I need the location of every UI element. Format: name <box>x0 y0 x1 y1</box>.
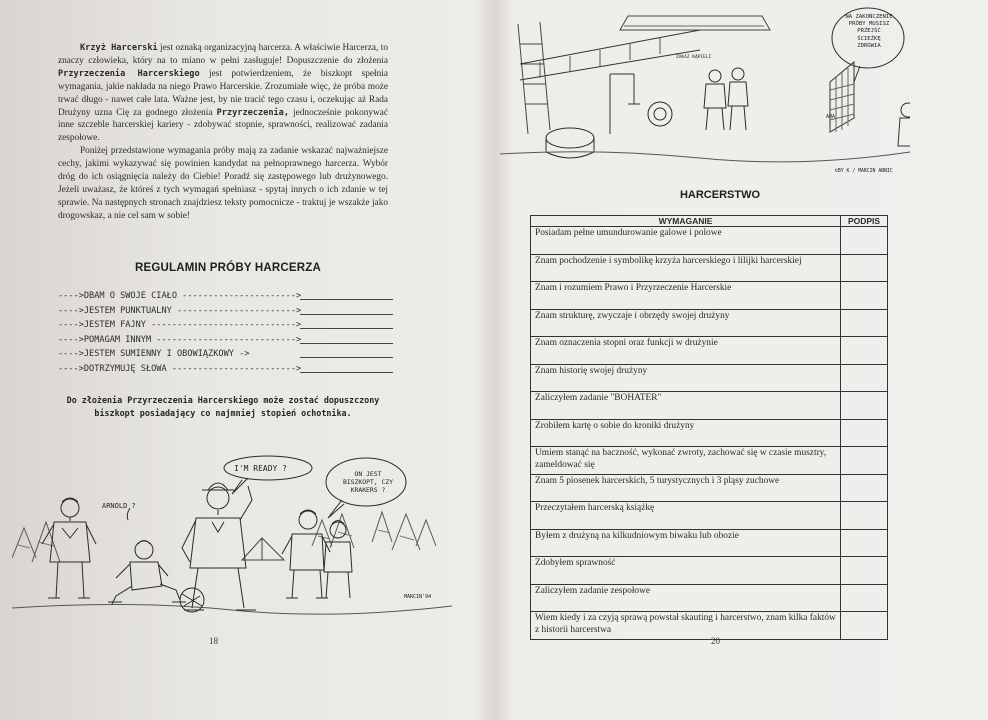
requirement-cell: Byłem z drużyną na kilkudniowym biwaku lub obozie <box>531 529 841 557</box>
table-row <box>531 502 888 530</box>
requirement-cell: Znam pochodzenie i symbolikę krzyża harcerskiego i lilijki harcerskiej <box>531 254 841 282</box>
text-run: jest potwierdzeniem, że biszkopt spełnia wymagania, jakie nakłada na niego Prawo Harcerskie. Zrozumiałe więc, że próba może trwać długo - nawet całe lata. Ważne jest, by nie tracić tego czasu i, oczekując aż Rada Drużyny uzna Cię za godnego złożenia <box>58 68 388 118</box>
table-row <box>531 309 888 337</box>
requirement-cell: Posiadam pełne umundurowanie galowe i polowe <box>531 227 841 255</box>
left-page <box>0 0 488 720</box>
qualification-run: może zostać dopuszczony biszkopt posiadający co najmniej stopień ochotnika. <box>94 395 380 418</box>
signature-line[interactable] <box>300 299 393 300</box>
regulamin-item <box>58 306 393 321</box>
page-number-right: 20 <box>711 636 720 646</box>
requirement-cell: Umiem stanąć na baczność, wykonać zwroty, zachować się w czasie musztry, zameldować się <box>531 447 841 475</box>
signature-cell[interactable] <box>841 227 888 255</box>
table-row <box>531 227 888 255</box>
signature-cell[interactable] <box>841 447 888 475</box>
aha-exclaim: AHA <box>826 114 836 120</box>
regulamin-item <box>58 364 393 379</box>
requirement-cell: Zaliczyłem zadanie zespołowe <box>531 584 841 612</box>
signature-cell[interactable] <box>841 529 888 557</box>
regulamin-item <box>58 335 393 350</box>
regulamin-item-label: ---->JESTEM PUNKTUALNY -----------------------> <box>58 305 302 316</box>
text-run: Poniżej przedstawione wymagania próby mają za zadanie wskazać najważniejsze cechy, jakimi wykazywać się powinien kandydat na pełnoprawnego harcerza. Wybór dróg do ich osiągnięcia należy do Ciebie! Poradź się zastępowego lub drużynowego. Jeżeli uważasz, że któreś z tych wymagań spełniasz - spytaj innych o ich zdanie w tej sprawie. Na następnych stronach znajdziesz teksty pomocnicze - traktuj je wszakże jako drogowskaz, a nie cel sam w sobie! <box>58 146 388 221</box>
signature-cell[interactable] <box>841 337 888 365</box>
table-row <box>531 474 888 502</box>
qualification-note <box>48 394 398 420</box>
page-number-left: 18 <box>209 636 218 646</box>
signature-line[interactable] <box>300 343 393 344</box>
header-wymaganie: WYMAGANIE <box>531 216 841 227</box>
signature-cell[interactable] <box>841 612 888 640</box>
requirement-cell: Zrobiłem kartę o sobie do kroniki drużyny <box>531 419 841 447</box>
signature-cell[interactable] <box>841 392 888 420</box>
table-row <box>531 364 888 392</box>
arnold-label: ARNOLD ? <box>102 502 136 510</box>
signature-cell[interactable] <box>841 557 888 585</box>
signature-cell[interactable] <box>841 474 888 502</box>
requirement-cell: Znam strukturę, zwyczaje i obrzędy swojej drużyny <box>531 309 841 337</box>
question-balloon-text: ON JEST BISZKOPT, CZY KRAKERS ? <box>342 470 394 494</box>
table-row <box>531 282 888 310</box>
qualification-run: Przyrzeczenia Harcerskiego <box>127 395 259 405</box>
regulamin-item <box>58 320 393 335</box>
sign-text: ZAKAZ KĄPIELI <box>676 55 712 60</box>
intro-paragraph <box>58 42 388 145</box>
signature-cell[interactable] <box>841 419 888 447</box>
requirement-cell: Znam 5 piosenek harcerskich, 5 turystycznych i 3 pląsy zuchowe <box>531 474 841 502</box>
header-podpis: PODPIS <box>841 216 888 227</box>
table-row <box>531 254 888 282</box>
bold-term: Krzyż Harcerski <box>80 43 158 53</box>
requirement-cell: Zdobyłem sprawność <box>531 557 841 585</box>
text-run: jest oznaką organizacyjną harcerza. A właściwie Harcerza, to znaczy człowieka, który na to miano w pełni zasługuje! Dopuszczenie do złożenia <box>58 43 388 66</box>
table-row <box>531 557 888 585</box>
signature-line[interactable] <box>300 357 393 358</box>
table-row <box>531 337 888 365</box>
bold-term: Przyrzeczenia Harcerskiego <box>58 68 200 79</box>
requirement-cell: Przeczytałem harcerską książkę <box>531 502 841 530</box>
table-row <box>531 419 888 447</box>
table-row <box>531 529 888 557</box>
requirement-cell: Znam historię swojej drużyny <box>531 364 841 392</box>
signature-cell[interactable] <box>841 254 888 282</box>
requirement-cell: Znam oznaczenia stopni oraz funkcji w drużynie <box>531 337 841 365</box>
text-run: jednocześnie pokonywać inne szczeble harcerskiej kariery - zdobywać stopnie, sprawności, realizować zadania zespołowe. <box>58 107 388 144</box>
regulamin-item-label: ---->POMAGAM INNYM ---------------------------> <box>58 334 302 345</box>
signature-cell[interactable] <box>841 309 888 337</box>
scouts-cartoon <box>12 450 452 630</box>
harcerstwo-title: HARCERSTWO <box>679 189 761 201</box>
credit-text: ©BY K / MARCIN ANNIC <box>835 169 893 174</box>
table-row <box>531 447 888 475</box>
signature-cell[interactable] <box>841 282 888 310</box>
regulamin-item-label: ---->DBAM O SWOJE CIAŁO ----------------------> <box>58 291 302 301</box>
signature-cell[interactable] <box>841 584 888 612</box>
table-row <box>531 584 888 612</box>
signature-cell[interactable] <box>841 502 888 530</box>
signature-line[interactable] <box>300 314 393 315</box>
regulamin-item <box>58 349 393 364</box>
regulamin-item-label: ---->JESTEM FAJNY ----------------------------> <box>58 320 302 331</box>
requirement-cell: Zaliczyłem zadanie "BOHATER" <box>531 392 841 420</box>
regulamin-title: REGULAMIN PRÓBY HARCERZA <box>134 262 322 274</box>
cartoon-signature: MARCIN'94 <box>404 594 432 600</box>
ready-balloon-text: I'M READY ? <box>234 464 287 473</box>
signature-cell[interactable] <box>841 364 888 392</box>
intro-text <box>58 42 388 223</box>
signature-line[interactable] <box>300 372 393 373</box>
regulamin-item-label: ---->JESTEM SUMIENNY I OBOWIĄZKOWY -> <box>58 349 250 360</box>
requirements-table <box>530 215 888 640</box>
regulamin-item <box>58 291 393 306</box>
requirement-cell: Wiem kiedy i za czyją sprawą powstał skauting i harcerstwo, znam kilka faktów z historii harcerstwa <box>531 612 841 640</box>
table-row <box>531 612 888 640</box>
signature-line[interactable] <box>300 328 393 329</box>
intro-paragraph <box>58 145 388 222</box>
obstacle-course-cartoon <box>500 4 910 179</box>
table-row <box>531 392 888 420</box>
right-page <box>490 0 988 720</box>
table-header-row <box>531 216 888 227</box>
obstacle-balloon-text: NA ZAKOŃCZENIE PRÓBY MUSISZ PRZEJŚĆ ŚCIEŻKĘ ZDROWIA <box>845 14 893 49</box>
regulamin-list <box>58 291 393 379</box>
requirement-cell: Znam i rozumiem Prawo i Przyrzeczenie Harcerskie <box>531 282 841 310</box>
regulamin-item-label: ---->DOTRZYMUJĘ SŁOWA ------------------------> <box>58 363 302 374</box>
bold-term: Przyrzeczenia, <box>216 107 290 118</box>
qualification-run: Do złożenia <box>66 395 128 405</box>
